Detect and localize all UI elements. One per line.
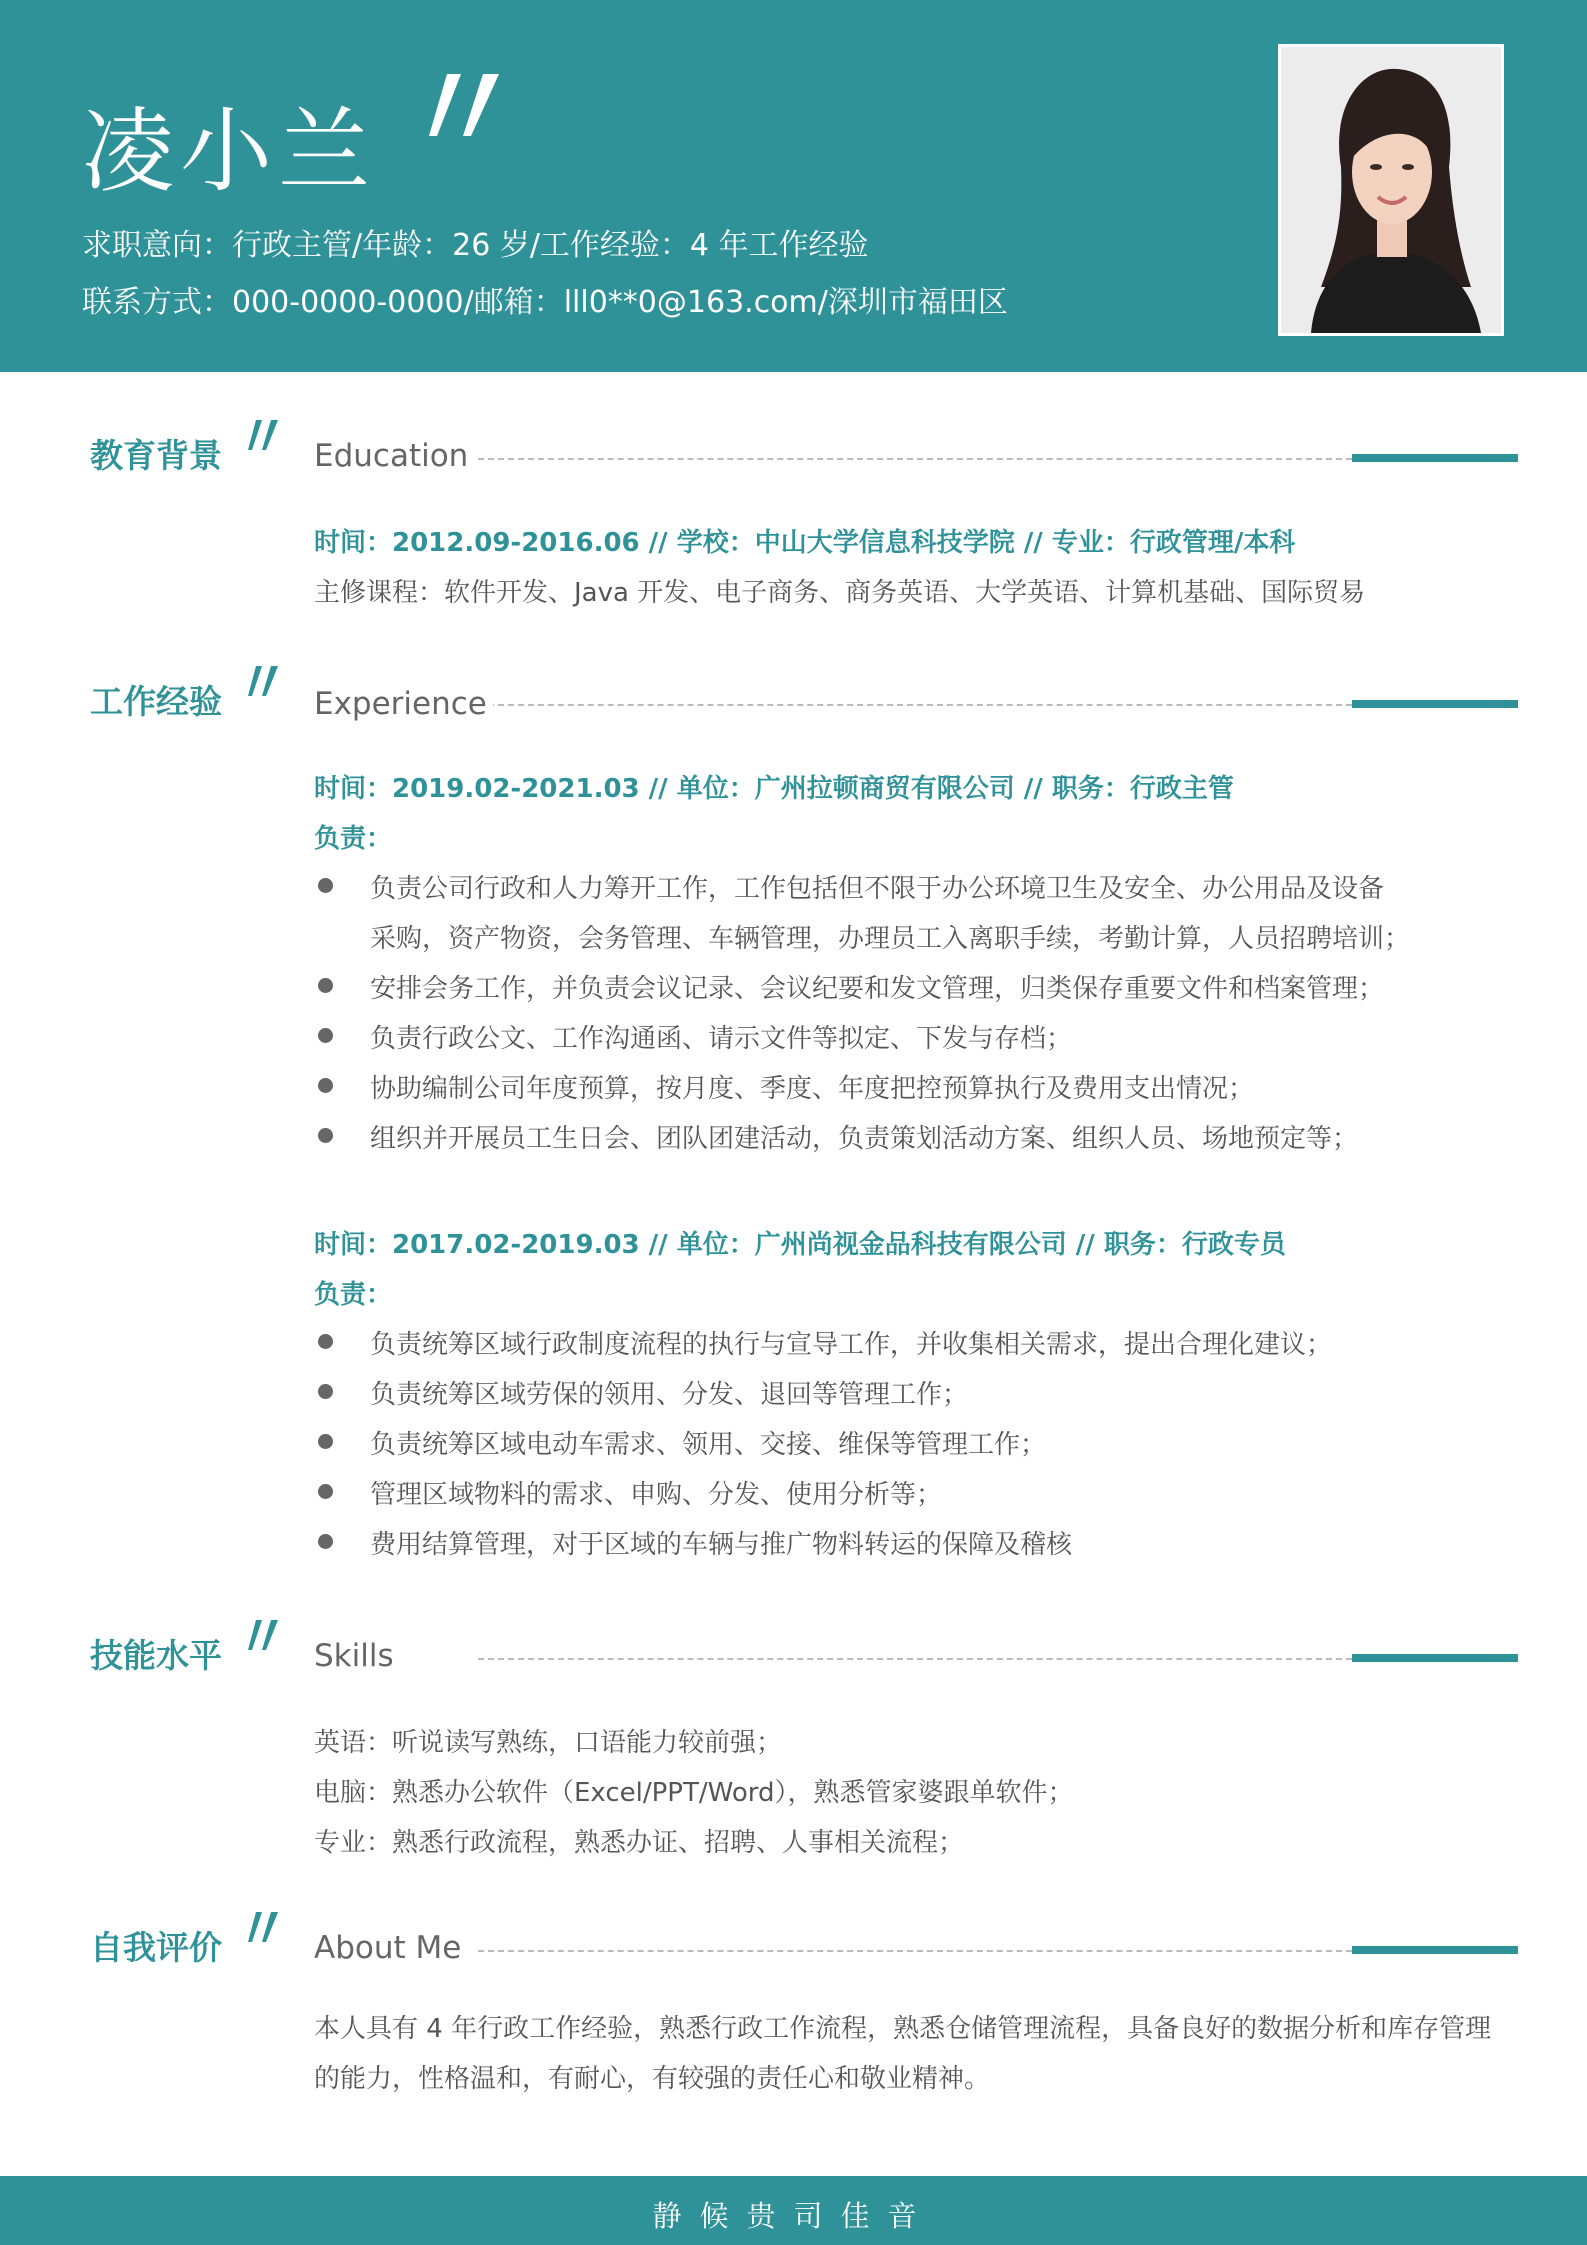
section-title-education: 教育背景	[90, 436, 222, 475]
section-divider	[478, 1950, 1352, 1952]
bullet-dot-icon	[318, 1434, 333, 1449]
bullet-dot-icon	[318, 1078, 333, 1093]
quote-mark-icon	[247, 418, 279, 452]
section-divider	[478, 1658, 1352, 1660]
skill-item: 英语：听说读写熟练，口语能力较前强；	[314, 1728, 783, 1758]
footer-banner	[0, 2176, 1587, 2245]
job-duty: 负责统筹区域行政制度流程的执行与宣导工作，并收集相关需求，提出合理化建议；	[370, 1330, 1333, 1360]
education-courses: 主修课程：软件开发、Java 开发、电子商务、商务英语、大学英语、计算机基础、国际贸易	[314, 578, 1366, 608]
bullet-dot-icon	[318, 1484, 333, 1499]
quote-mark-icon	[247, 1618, 279, 1652]
quote-mark-icon	[425, 70, 505, 140]
candidate-name: 凌小兰	[82, 98, 377, 205]
job-duty: 组织并开展员工生日会、团队团建活动，负责策划活动方案、组织人员、场地预定等；	[370, 1124, 1359, 1154]
section-subtitle-experience: Experience	[314, 686, 493, 722]
bullet-dot-icon	[318, 1334, 333, 1349]
header-banner	[0, 0, 1587, 372]
quote-mark-icon	[247, 1910, 279, 1944]
quote-mark-icon	[247, 664, 279, 698]
job-duties-label: 负责：	[314, 824, 393, 854]
skill-item: 专业：熟悉行政流程，熟悉办证、招聘、人事相关流程；	[314, 1828, 965, 1858]
bullet-dot-icon	[318, 978, 333, 993]
job-duty-continued: 采购，资产物资，会务管理、车辆管理，办理员工入离职手续，考勤计算，人员招聘培训；	[370, 924, 1411, 954]
profile-photo	[1278, 44, 1504, 336]
bullet-dot-icon	[318, 878, 333, 893]
job-duty: 负责公司行政和人力筹开工作，工作包括但不限于办公环境卫生及安全、办公用品及设备	[370, 874, 1385, 904]
section-accent-bar	[1352, 1946, 1518, 1954]
job-header: 时间：2019.02-2021.03 // 单位：广州拉顿商贸有限公司 // 职务：行政主管	[314, 774, 1234, 804]
section-accent-bar	[1352, 700, 1518, 708]
section-accent-bar	[1352, 454, 1518, 462]
job-duties-label: 负责：	[314, 1280, 393, 1310]
bullet-dot-icon	[318, 1534, 333, 1549]
section-divider	[478, 704, 1352, 706]
self-evaluation-text: 本人具有 4 年行政工作经验，熟悉行政工作流程，熟悉仓储管理流程，具备良好的数据分析和库存管理的能力，性格温和，有耐心，有较强的责任心和敬业精神。	[314, 2014, 1492, 2094]
skill-item: 电脑：熟悉办公软件（Excel/PPT/Word），熟悉管家婆跟单软件；	[314, 1778, 1074, 1808]
job-duty: 管理区域物料的需求、申购、分发、使用分析等；	[370, 1480, 943, 1510]
section-title-about: 自我评价	[90, 1928, 222, 1967]
section-title-skills: 技能水平	[90, 1636, 222, 1675]
job-duty: 负责统筹区域劳保的领用、分发、退回等管理工作；	[370, 1380, 969, 1410]
job-header: 时间：2017.02-2019.03 // 单位：广州尚视金品科技有限公司 // 职务：行政专员	[314, 1230, 1286, 1260]
contact-line: 联系方式：000-0000-0000/邮箱：lll0**0@163.com/深圳市福田区	[82, 285, 1008, 320]
education-summary: 时间：2012.09-2016.06 // 学校：中山大学信息科技学院 // 专业：行政管理/本科	[314, 528, 1296, 558]
section-divider	[478, 458, 1352, 460]
section-subtitle-about: About Me	[314, 1930, 467, 1966]
job-duty: 负责统筹区域电动车需求、领用、交接、维保等管理工作；	[370, 1430, 1047, 1460]
job-duty: 协助编制公司年度预算，按月度、季度、年度把控预算执行及费用支出情况；	[370, 1074, 1255, 1104]
bullet-dot-icon	[318, 1028, 333, 1043]
section-accent-bar	[1352, 1654, 1518, 1662]
section-title-experience: 工作经验	[90, 682, 222, 721]
job-duty: 费用结算管理，对于区域的车辆与推广物料转运的保障及稽核	[370, 1530, 1073, 1560]
section-subtitle-skills: Skills	[314, 1638, 400, 1674]
job-intent-line: 求职意向：行政主管/年龄：26 岁/工作经验：4 年工作经验	[82, 228, 869, 263]
bullet-dot-icon	[318, 1384, 333, 1399]
bullet-dot-icon	[318, 1128, 333, 1143]
footer-text: 静候贵司佳音	[652, 2199, 935, 2233]
section-subtitle-education: Education	[314, 438, 474, 474]
job-duty: 负责行政公文、工作沟通函、请示文件等拟定、下发与存档；	[370, 1024, 1073, 1054]
job-duty: 安排会务工作，并负责会议记录、会议纪要和发文管理，归类保存重要文件和档案管理；	[370, 974, 1385, 1004]
